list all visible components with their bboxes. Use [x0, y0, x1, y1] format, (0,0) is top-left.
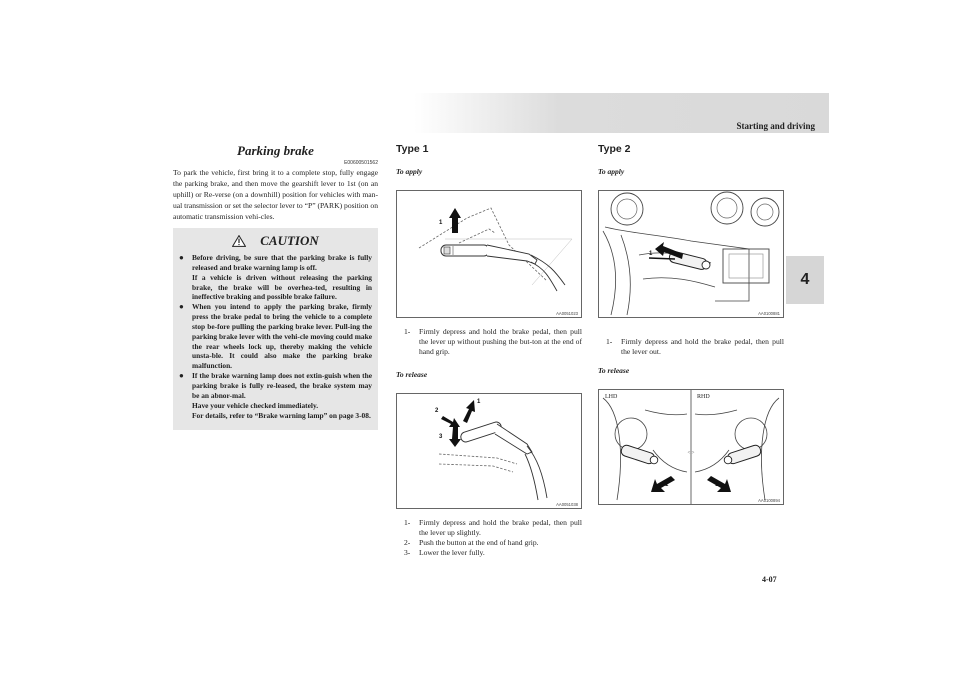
- page-title: Parking brake: [237, 143, 314, 158]
- step-item: 1- Firmly depress and hold the brake pedal, then pull the lever up slightly.: [404, 518, 582, 537]
- figure-code: AA0051023: [556, 311, 578, 316]
- caution-text: If the brake warning lamp does not extin-guish when the parking brake is fully re-leased, the brake system may be an abnor-mal.: [192, 371, 372, 400]
- dash-lever-illustration: [599, 191, 783, 317]
- figure-code: AA0100894: [758, 498, 780, 503]
- lhd-rhd-release-illustration: [599, 390, 783, 504]
- step-item: 2- Push the button at the end of hand grip.: [404, 538, 539, 547]
- caution-item: [179, 253, 372, 302]
- type1-title: Type 1: [396, 143, 429, 155]
- lhd-label: LHD: [605, 394, 618, 400]
- caution-box: [173, 228, 378, 430]
- figure-code: AA0100881: [758, 311, 780, 316]
- rhd-label: RHD: [697, 394, 710, 400]
- figure-callout: 1: [715, 482, 719, 488]
- type1-column: [396, 143, 582, 558]
- caution-header: [179, 231, 372, 251]
- type2-apply-steps: [598, 337, 784, 357]
- caution-text: Have your vehicle checked immediately.: [192, 400, 319, 410]
- figure-callout: 1: [665, 482, 669, 488]
- caution-text: Before driving, be sure that the parking brake is fully released and brake warning lamp is off.: [192, 253, 372, 272]
- lever-apply-illustration: [397, 191, 581, 317]
- arrow-left-icon: [655, 242, 683, 259]
- caution-text: When you intend to apply the parking brake, firmly press the brake pedal to bring the vehicle to a complete stop be-fore pulling the parking brake lever. Pull-ing the parking brake lever with the vehi-cle moving could make the rear wheels lock up, thereby making the vehicle unsta-ble. It could also make the parking brake malfunction.: [192, 302, 372, 371]
- arrow-down-icon: [449, 427, 461, 447]
- step-item: 3- Lower the lever fully.: [404, 548, 485, 557]
- type1-apply-label: To apply: [396, 167, 423, 176]
- warning-triangle-icon: [232, 235, 246, 247]
- figure-callout: 1: [477, 399, 481, 405]
- left-column: [173, 143, 378, 430]
- type2-release-label: To release: [598, 366, 630, 375]
- step-item: 1- Firmly depress and hold the brake pedal, then pull the lever up without pushing the but-ton at the end of hand grip.: [404, 327, 582, 356]
- figure-callout: 1: [649, 251, 653, 257]
- section-code: E00600501562: [344, 160, 378, 166]
- chapter-tab: 4: [786, 256, 824, 304]
- figure-callout: 2: [435, 408, 439, 414]
- figure-callout: 3: [439, 434, 443, 440]
- intro-paragraph: To park the vehicle, first bring it to a complete stop, fully engage the parking brake, and then move the gearshift lever to 1st (on an uphill) or Re-verse (on a downhill) position for vehicles with man-ual transmission or set the selector lever to “P” (PARK) position on automatic transmission vehi-cles.: [173, 168, 378, 221]
- arrow-right-icon: [441, 416, 460, 427]
- caution-item: [179, 371, 372, 420]
- page-number: 4-07: [762, 575, 777, 584]
- figure-callout: 1: [439, 220, 443, 226]
- arrow-down-right-icon: [707, 476, 731, 492]
- lever-release-illustration: [397, 394, 581, 508]
- type1-apply-steps: [396, 327, 582, 357]
- arrow-up-icon: [463, 400, 475, 423]
- bullet-icon: ●: [179, 253, 184, 262]
- section-title: Starting and driving: [736, 121, 815, 131]
- type2-apply-label: To apply: [598, 167, 625, 176]
- caution-text: For details, refer to “Brake warning lamp” on page 3-08.: [192, 410, 371, 420]
- caution-item: [179, 302, 372, 371]
- type2-release-figure: [598, 389, 784, 505]
- bullet-icon: ●: [179, 302, 184, 312]
- bullet-icon: ●: [179, 371, 184, 381]
- type2-title: Type 2: [598, 143, 631, 155]
- caution-text: If a vehicle is driven without releasing the parking brake, the brake will be overhea-ted, resulting in ineffective braking and possible brake failure.: [192, 272, 372, 302]
- arrow-down-left-icon: [651, 476, 675, 492]
- arrow-up-icon: [449, 208, 461, 233]
- type1-apply-figure: [396, 190, 582, 318]
- type2-column: [598, 143, 784, 505]
- type1-release-steps: [396, 518, 582, 558]
- caution-title: CAUTION: [260, 233, 319, 248]
- figure-code: AA0051038: [556, 502, 578, 507]
- step-item: 1- Firmly depress and hold the brake pedal, then pull the lever out.: [606, 337, 784, 356]
- type1-release-label: To release: [396, 370, 428, 379]
- center-mark: < >: [687, 451, 695, 456]
- type2-apply-figure: [598, 190, 784, 318]
- type1-release-figure: [396, 393, 582, 509]
